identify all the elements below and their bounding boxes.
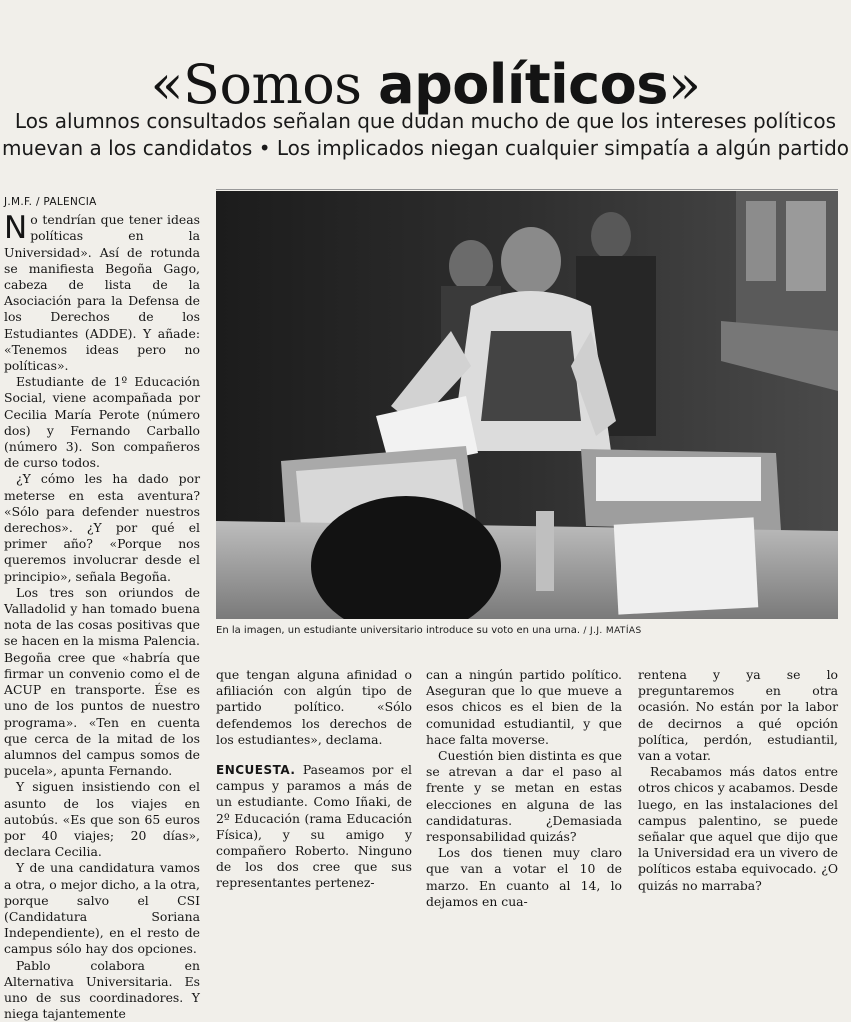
article-column-4 — [638, 667, 838, 894]
paragraph: Pablo colabora en Alternativa Universitaria. Es uno de sus coordinadores. Y niega tajantemente — [4, 957, 200, 1022]
photo-credit: / J.J. MATÍAS — [580, 626, 642, 636]
paragraph — [216, 762, 412, 892]
headline-open: «Somos — [150, 53, 379, 117]
drop-cap: N — [4, 210, 28, 247]
paragraph: Y de una candidatura vamos a otra, o mejor dicho, a la otra, porque salvo el CSI (Candidatura Soriana Independiente), en el resto de campus sólo hay dos opciones. — [4, 860, 200, 957]
paragraph: que tengan alguna afinidad o afiliación con algún tipo de partido político. «Sólo defendemos los derechos de los estudiantes», declama. — [216, 667, 412, 747]
paragraph: Cuestión bien distinta es que se atrevan a dar el paso al frente y se metan en estas elecciones en alguna de las candidaturas. ¿Demasiada responsabilidad quizás? — [426, 748, 622, 845]
subheadline — [0, 108, 851, 162]
paragraph-text: o tendrían que tener ideas políticas en la Universidad». Así de rotunda se manifiesta Begoña Gago, cabeza de lista de la Asociación para la Defensa de los Derechos de los Estudiantes (ADDE). Y añade: «Tenemos ideas pero no políticas». — [4, 212, 200, 374]
paragraph: Estudiante de 1º Educación Social, viene acompañada por Cecilia María Perote (número dos) y Fernando Carballo (número 3). Son compañeros de curso todos. — [4, 374, 200, 471]
section-kicker: ENCUESTA. — [216, 763, 296, 778]
caption-text: En la imagen, un estudiante universitario introduce su voto en una urna. — [216, 625, 581, 636]
paragraph: Los tres son oriundos de Valladolid y han tomado buena nota de las cosas positivas que se hacen en la misma Palencia. Begoña cree que «habría que firmar un convenio como el de ACUP en transporte. Ése es uno de los puntos de nuestro programa». «Ten en cuenta que cerca de la mitad de los alumnos del campus somos de pucela», apunta Fernando. — [4, 584, 200, 779]
article-column-1 — [4, 194, 200, 1022]
photo-illustration — [216, 191, 838, 619]
news-photo — [216, 191, 838, 619]
paragraph: ¿Y cómo les ha dado por meterse en esta aventura? «Sólo para defender nuestros derechos». ¿Y por qué el primer año? «Porque nos queremos involucrar desde el principio», señala Begoña. — [4, 471, 200, 584]
paragraph: Y siguen insistiendo con el asunto de los viajes en autobús. «Es que son 65 euros por 40 viajes; 20 días», declara Cecilia. — [4, 779, 200, 860]
paragraph: rentena y ya se lo preguntaremos en otra ocasión. No están por la labor de decirnos a qué opción política, perdón, estudiantil, van a votar. — [638, 667, 838, 764]
byline: J.M.F. / PALENCIA — [4, 196, 97, 208]
paragraph: Recabamos más datos entre otros chicos y acabamos. Desde luego, en las instalaciones del campus palentino, se puede señalar que aquel que dijo que la Universidad era un vivero de políticos estaba equivocado. ¿O quizás no marraba? — [638, 764, 839, 893]
headline-close: » — [667, 53, 701, 117]
subheadline-line-2: muevan a los candidatos • Los implicados niegan cualquier simpatía a algún partido — [1, 136, 850, 160]
paragraph-text: Paseamos por el campus y paramos a más de un estudiante. Como Iñaki, de 2º Educación (rama Educación Física), y su amigo y compañero Roberto. Ninguno de los dos cree que sus representantes pertenez- — [216, 762, 412, 891]
article-column-2 — [216, 667, 412, 892]
photo-top-rule — [216, 189, 838, 190]
subheadline-line-1: Los alumnos consultados señalan que dudan mucho de que los intereses políticos — [14, 109, 837, 133]
photo-caption — [216, 624, 838, 638]
article-column-3 — [426, 667, 622, 910]
paragraph: Los dos tienen muy claro que van a votar el 10 de marzo. En cuanto al 14, lo dejamos en cua- — [426, 845, 622, 909]
paragraph — [4, 212, 200, 374]
headline-bold: apolíticos — [378, 53, 668, 117]
paragraph: can a ningún partido político. Aseguran que lo que mueve a esos chicos es el bien de la comunidad estudiantil, y que hace falta moverse. — [426, 667, 622, 747]
